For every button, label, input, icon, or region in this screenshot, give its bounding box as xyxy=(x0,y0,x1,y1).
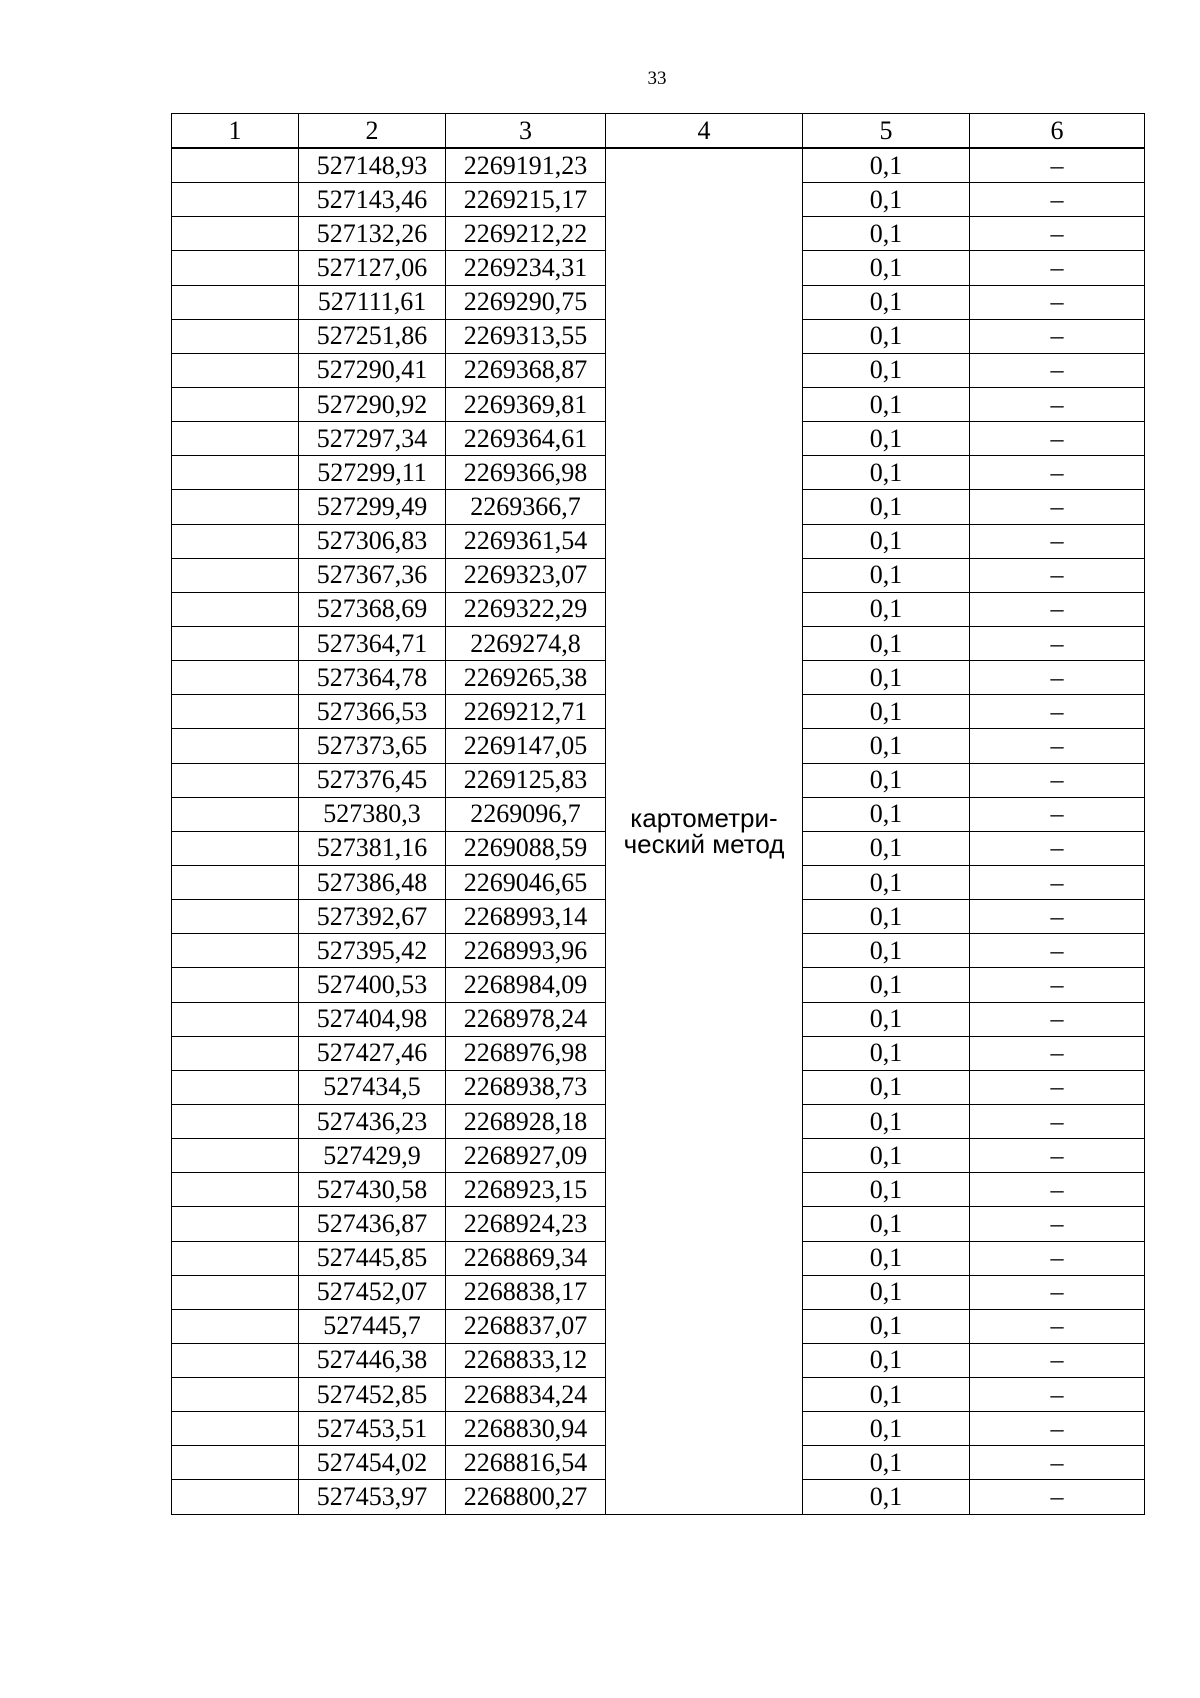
column-header-1: 1 xyxy=(172,114,299,149)
description-cell: – xyxy=(970,592,1145,626)
accuracy-cell: 0,1 xyxy=(803,695,970,729)
accuracy-cell: 0,1 xyxy=(803,1139,970,1173)
point-number-cell xyxy=(172,1275,299,1309)
x-coordinate-cell: 527436,23 xyxy=(299,1104,446,1138)
x-coordinate-cell: 527299,49 xyxy=(299,490,446,524)
accuracy-cell: 0,1 xyxy=(803,1241,970,1275)
y-coordinate-cell: 2268984,09 xyxy=(446,968,606,1002)
x-coordinate-cell: 527429,9 xyxy=(299,1139,446,1173)
x-coordinate-cell: 527434,5 xyxy=(299,1070,446,1104)
y-coordinate-cell: 2269368,87 xyxy=(446,353,606,387)
y-coordinate-cell: 2269212,71 xyxy=(446,695,606,729)
point-number-cell xyxy=(172,387,299,421)
point-number-cell xyxy=(172,1343,299,1377)
accuracy-cell: 0,1 xyxy=(803,1070,970,1104)
accuracy-cell: 0,1 xyxy=(803,1275,970,1309)
accuracy-cell: 0,1 xyxy=(803,1173,970,1207)
description-cell: – xyxy=(970,524,1145,558)
y-coordinate-cell: 2269323,07 xyxy=(446,558,606,592)
description-cell: – xyxy=(970,1309,1145,1343)
y-coordinate-cell: 2268816,54 xyxy=(446,1446,606,1480)
y-coordinate-cell: 2268923,15 xyxy=(446,1173,606,1207)
x-coordinate-cell: 527251,86 xyxy=(299,319,446,353)
description-cell: – xyxy=(970,695,1145,729)
description-cell: – xyxy=(970,1104,1145,1138)
y-coordinate-cell: 2269191,23 xyxy=(446,148,606,183)
column-header-3: 3 xyxy=(446,114,606,149)
point-number-cell xyxy=(172,934,299,968)
description-cell: – xyxy=(970,900,1145,934)
description-cell: – xyxy=(970,387,1145,421)
accuracy-cell: 0,1 xyxy=(803,865,970,899)
y-coordinate-cell: 2268869,34 xyxy=(446,1241,606,1275)
point-number-cell xyxy=(172,1104,299,1138)
y-coordinate-cell: 2269369,81 xyxy=(446,387,606,421)
description-cell: – xyxy=(970,558,1145,592)
description-cell: – xyxy=(970,1446,1145,1480)
description-cell: – xyxy=(970,934,1145,968)
x-coordinate-cell: 527132,26 xyxy=(299,217,446,251)
description-cell: – xyxy=(970,626,1145,660)
point-number-cell xyxy=(172,148,299,183)
x-coordinate-cell: 527400,53 xyxy=(299,968,446,1002)
point-number-cell xyxy=(172,183,299,217)
y-coordinate-cell: 2269088,59 xyxy=(446,831,606,865)
y-coordinate-cell: 2268928,18 xyxy=(446,1104,606,1138)
accuracy-cell: 0,1 xyxy=(803,353,970,387)
point-number-cell xyxy=(172,456,299,490)
accuracy-cell: 0,1 xyxy=(803,797,970,831)
accuracy-cell: 0,1 xyxy=(803,592,970,626)
x-coordinate-cell: 527446,38 xyxy=(299,1343,446,1377)
point-number-cell xyxy=(172,1036,299,1070)
point-number-cell xyxy=(172,797,299,831)
x-coordinate-cell: 527364,78 xyxy=(299,661,446,695)
x-coordinate-cell: 527368,69 xyxy=(299,592,446,626)
point-number-cell xyxy=(172,1480,299,1514)
coordinates-table xyxy=(171,113,1145,1515)
point-number-cell xyxy=(172,661,299,695)
accuracy-cell: 0,1 xyxy=(803,524,970,558)
point-number-cell xyxy=(172,1070,299,1104)
column-header-4: 4 xyxy=(606,114,803,149)
point-number-cell xyxy=(172,524,299,558)
point-number-cell xyxy=(172,763,299,797)
point-number-cell xyxy=(172,217,299,251)
accuracy-cell: 0,1 xyxy=(803,968,970,1002)
point-number-cell xyxy=(172,490,299,524)
y-coordinate-cell: 2269234,31 xyxy=(446,251,606,285)
x-coordinate-cell: 527299,11 xyxy=(299,456,446,490)
accuracy-cell: 0,1 xyxy=(803,1412,970,1446)
y-coordinate-cell: 2269125,83 xyxy=(446,763,606,797)
x-coordinate-cell: 527127,06 xyxy=(299,251,446,285)
accuracy-cell: 0,1 xyxy=(803,1480,970,1514)
x-coordinate-cell: 527404,98 xyxy=(299,1002,446,1036)
description-cell: – xyxy=(970,456,1145,490)
point-number-cell xyxy=(172,353,299,387)
point-number-cell xyxy=(172,1139,299,1173)
x-coordinate-cell: 527148,93 xyxy=(299,148,446,183)
method-cell xyxy=(606,148,803,1514)
x-coordinate-cell: 527373,65 xyxy=(299,729,446,763)
description-cell: – xyxy=(970,1036,1145,1070)
accuracy-cell: 0,1 xyxy=(803,183,970,217)
x-coordinate-cell: 527290,92 xyxy=(299,387,446,421)
description-cell: – xyxy=(970,148,1145,183)
x-coordinate-cell: 527297,34 xyxy=(299,422,446,456)
description-cell: – xyxy=(970,831,1145,865)
accuracy-cell: 0,1 xyxy=(803,456,970,490)
y-coordinate-cell: 2269366,98 xyxy=(446,456,606,490)
x-coordinate-cell: 527454,02 xyxy=(299,1446,446,1480)
point-number-cell xyxy=(172,1309,299,1343)
table-body xyxy=(172,148,1145,1514)
column-header-6: 6 xyxy=(970,114,1145,149)
accuracy-cell: 0,1 xyxy=(803,626,970,660)
description-cell: – xyxy=(970,1070,1145,1104)
point-number-cell xyxy=(172,900,299,934)
description-cell: – xyxy=(970,865,1145,899)
point-number-cell xyxy=(172,865,299,899)
page-number: 33 xyxy=(647,68,667,89)
point-number-cell xyxy=(172,1173,299,1207)
accuracy-cell: 0,1 xyxy=(803,1446,970,1480)
y-coordinate-cell: 2268924,23 xyxy=(446,1207,606,1241)
accuracy-cell: 0,1 xyxy=(803,285,970,319)
description-cell: – xyxy=(970,729,1145,763)
x-coordinate-cell: 527111,61 xyxy=(299,285,446,319)
x-coordinate-cell: 527452,85 xyxy=(299,1378,446,1412)
accuracy-cell: 0,1 xyxy=(803,900,970,934)
description-cell: – xyxy=(970,1207,1145,1241)
x-coordinate-cell: 527364,71 xyxy=(299,626,446,660)
y-coordinate-cell: 2269364,61 xyxy=(446,422,606,456)
description-cell: – xyxy=(970,1275,1145,1309)
x-coordinate-cell: 527386,48 xyxy=(299,865,446,899)
y-coordinate-cell: 2268938,73 xyxy=(446,1070,606,1104)
description-cell: – xyxy=(970,353,1145,387)
y-coordinate-cell: 2269096,7 xyxy=(446,797,606,831)
y-coordinate-cell: 2268833,12 xyxy=(446,1343,606,1377)
point-number-cell xyxy=(172,558,299,592)
description-cell: – xyxy=(970,763,1145,797)
description-cell: – xyxy=(970,661,1145,695)
accuracy-cell: 0,1 xyxy=(803,1378,970,1412)
point-number-cell xyxy=(172,1378,299,1412)
point-number-cell xyxy=(172,831,299,865)
x-coordinate-cell: 527290,41 xyxy=(299,353,446,387)
table-row xyxy=(172,148,1145,183)
x-coordinate-cell: 527395,42 xyxy=(299,934,446,968)
y-coordinate-cell: 2268838,17 xyxy=(446,1275,606,1309)
description-cell: – xyxy=(970,319,1145,353)
y-coordinate-cell: 2268993,96 xyxy=(446,934,606,968)
y-coordinate-cell: 2269290,75 xyxy=(446,285,606,319)
y-coordinate-cell: 2268993,14 xyxy=(446,900,606,934)
y-coordinate-cell: 2269046,65 xyxy=(446,865,606,899)
x-coordinate-cell: 527392,67 xyxy=(299,900,446,934)
accuracy-cell: 0,1 xyxy=(803,490,970,524)
y-coordinate-cell: 2269366,7 xyxy=(446,490,606,524)
y-coordinate-cell: 2269313,55 xyxy=(446,319,606,353)
point-number-cell xyxy=(172,968,299,1002)
description-cell: – xyxy=(970,1241,1145,1275)
accuracy-cell: 0,1 xyxy=(803,661,970,695)
accuracy-cell: 0,1 xyxy=(803,763,970,797)
column-header-2: 2 xyxy=(299,114,446,149)
point-number-cell xyxy=(172,251,299,285)
point-number-cell xyxy=(172,319,299,353)
point-number-cell xyxy=(172,1002,299,1036)
description-cell: – xyxy=(970,797,1145,831)
accuracy-cell: 0,1 xyxy=(803,387,970,421)
x-coordinate-cell: 527427,46 xyxy=(299,1036,446,1070)
method-text: картометри- ческий метод xyxy=(623,803,785,860)
y-coordinate-cell: 2268837,07 xyxy=(446,1309,606,1343)
description-cell: – xyxy=(970,1002,1145,1036)
point-number-cell xyxy=(172,1412,299,1446)
y-coordinate-cell: 2269265,38 xyxy=(446,661,606,695)
x-coordinate-cell: 527436,87 xyxy=(299,1207,446,1241)
point-number-cell xyxy=(172,1207,299,1241)
point-number-cell xyxy=(172,695,299,729)
accuracy-cell: 0,1 xyxy=(803,422,970,456)
table-header-row xyxy=(172,114,1145,149)
x-coordinate-cell: 527376,45 xyxy=(299,763,446,797)
y-coordinate-cell: 2269322,29 xyxy=(446,592,606,626)
accuracy-cell: 0,1 xyxy=(803,217,970,251)
y-coordinate-cell: 2269215,17 xyxy=(446,183,606,217)
x-coordinate-cell: 527366,53 xyxy=(299,695,446,729)
x-coordinate-cell: 527381,16 xyxy=(299,831,446,865)
point-number-cell xyxy=(172,1446,299,1480)
accuracy-cell: 0,1 xyxy=(803,729,970,763)
accuracy-cell: 0,1 xyxy=(803,251,970,285)
y-coordinate-cell: 2268834,24 xyxy=(446,1378,606,1412)
point-number-cell xyxy=(172,422,299,456)
y-coordinate-cell: 2269147,05 xyxy=(446,729,606,763)
x-coordinate-cell: 527380,3 xyxy=(299,797,446,831)
x-coordinate-cell: 527367,36 xyxy=(299,558,446,592)
accuracy-cell: 0,1 xyxy=(803,1207,970,1241)
point-number-cell xyxy=(172,729,299,763)
x-coordinate-cell: 527143,46 xyxy=(299,183,446,217)
point-number-cell xyxy=(172,285,299,319)
accuracy-cell: 0,1 xyxy=(803,558,970,592)
point-number-cell xyxy=(172,1241,299,1275)
y-coordinate-cell: 2268978,24 xyxy=(446,1002,606,1036)
x-coordinate-cell: 527452,07 xyxy=(299,1275,446,1309)
description-cell: – xyxy=(970,1173,1145,1207)
y-coordinate-cell: 2268830,94 xyxy=(446,1412,606,1446)
description-cell: – xyxy=(970,1480,1145,1514)
y-coordinate-cell: 2269274,8 xyxy=(446,626,606,660)
x-coordinate-cell: 527430,58 xyxy=(299,1173,446,1207)
y-coordinate-cell: 2269361,54 xyxy=(446,524,606,558)
column-header-5: 5 xyxy=(803,114,970,149)
accuracy-cell: 0,1 xyxy=(803,1343,970,1377)
accuracy-cell: 0,1 xyxy=(803,934,970,968)
description-cell: – xyxy=(970,285,1145,319)
accuracy-cell: 0,1 xyxy=(803,319,970,353)
x-coordinate-cell: 527445,7 xyxy=(299,1309,446,1343)
description-cell: – xyxy=(970,183,1145,217)
description-cell: – xyxy=(970,1378,1145,1412)
description-cell: – xyxy=(970,251,1145,285)
x-coordinate-cell: 527453,97 xyxy=(299,1480,446,1514)
description-cell: – xyxy=(970,968,1145,1002)
accuracy-cell: 0,1 xyxy=(803,1309,970,1343)
y-coordinate-cell: 2268976,98 xyxy=(446,1036,606,1070)
description-cell: – xyxy=(970,1412,1145,1446)
point-number-cell xyxy=(172,592,299,626)
description-cell: – xyxy=(970,422,1145,456)
x-coordinate-cell: 527453,51 xyxy=(299,1412,446,1446)
accuracy-cell: 0,1 xyxy=(803,1002,970,1036)
x-coordinate-cell: 527306,83 xyxy=(299,524,446,558)
point-number-cell xyxy=(172,626,299,660)
x-coordinate-cell: 527445,85 xyxy=(299,1241,446,1275)
description-cell: – xyxy=(970,490,1145,524)
description-cell: – xyxy=(970,217,1145,251)
accuracy-cell: 0,1 xyxy=(803,831,970,865)
description-cell: – xyxy=(970,1139,1145,1173)
y-coordinate-cell: 2268800,27 xyxy=(446,1480,606,1514)
y-coordinate-cell: 2269212,22 xyxy=(446,217,606,251)
y-coordinate-cell: 2268927,09 xyxy=(446,1139,606,1173)
accuracy-cell: 0,1 xyxy=(803,1104,970,1138)
accuracy-cell: 0,1 xyxy=(803,1036,970,1070)
accuracy-cell: 0,1 xyxy=(803,148,970,183)
description-cell: – xyxy=(970,1343,1145,1377)
